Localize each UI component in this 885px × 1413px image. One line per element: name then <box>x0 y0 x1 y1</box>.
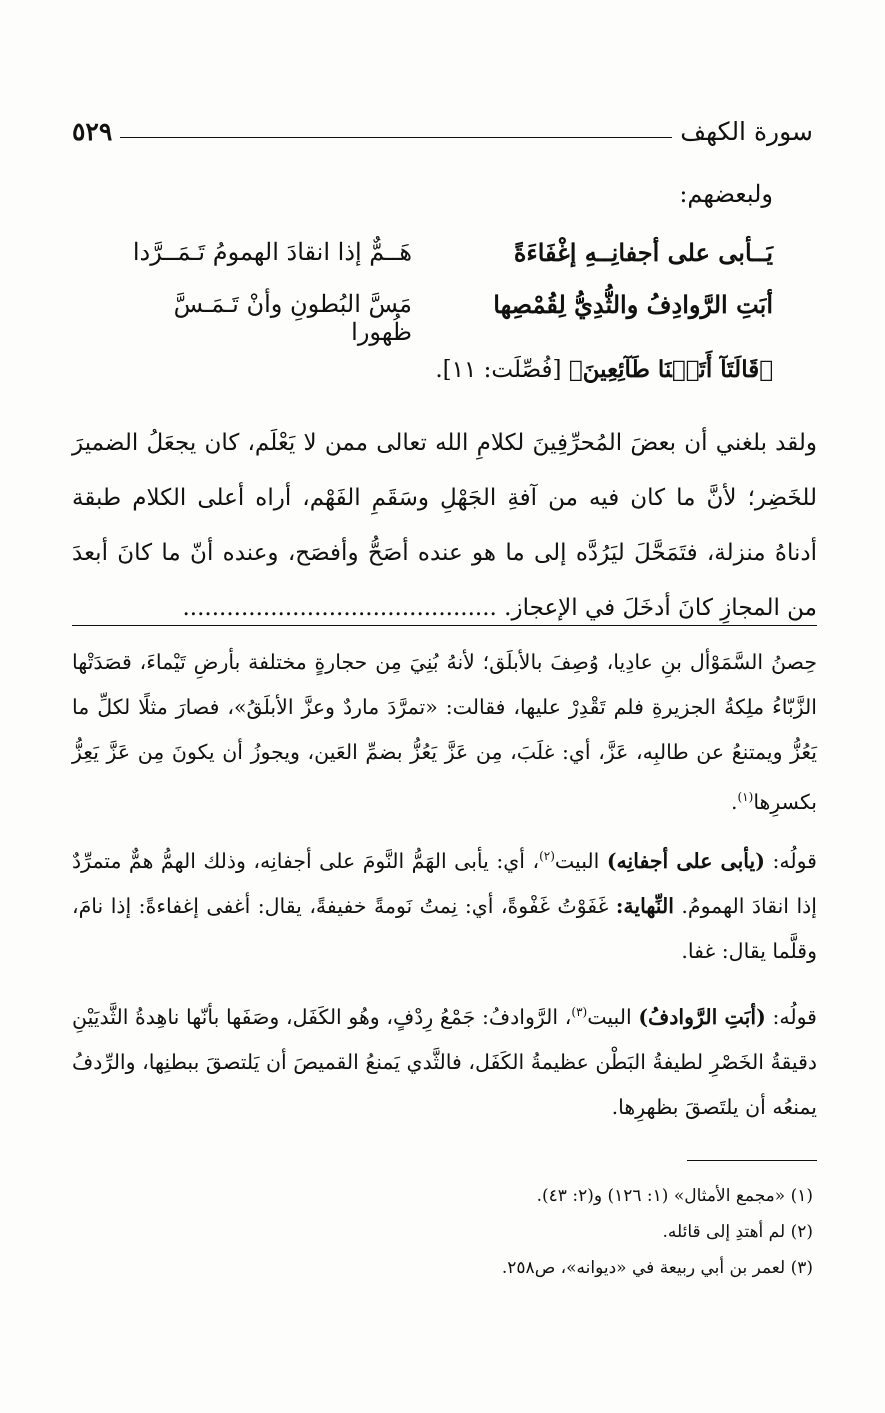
footnote: (٣) لعمر بن أبي ربيعة في «ديوانه»، ص٢٥٨. <box>501 1258 813 1278</box>
footnotes <box>502 1178 813 1286</box>
commentary-text: البيت <box>587 1004 632 1029</box>
verse-first-hemistich: يَــأبى على أجفانِــهِ إغْفَاءَةً <box>513 238 773 267</box>
page-number: ٥٢٩ <box>72 117 113 146</box>
surah-title: سورة الكهف <box>680 117 813 146</box>
commentary-text: غَفَوْتُ غَفْوةً، أي: نِمتُ نَومةً خفيفةً، يقال: أغفى إغفاءةً: إذا نامَ، وقلَّما يقال: غفا. <box>72 893 817 963</box>
main-dots: ........................................... <box>182 595 497 621</box>
commentary-paragraph: حِصنُ السَّمَوْأل بنِ عادِيا، وُصِفَ بالأبلَق؛ لأنهُ بُنِيَ مِن حجارةٍ مختلفة بأرضِ تَيْماءَ، قصَدَتْها الزَّبّاءُ ملِكةُ الجزيرةِ فلم تَقْدِرْ عليها، فقالت: «تمرَّدَ ماردٌ وعزَّ الأبلَقُ»، فصارَ مثلًا لكلِّ ما يَعُزُّ ويمتنعُ عن طالبِه، عَزَّ، أي: غلَبَ، مِن عَزَّ يَعُزُّ بضمِّ العَين، ويجوزُ أن يكونَ مِن عَزَّ يَعِزُّ بكسرِها$^{(١)}$. <box>72 650 817 814</box>
quran-ayah: ﴿قَالَتَآ أَتَيۡنَا طَآئِعِينَ﴾ <box>568 356 773 383</box>
footnote-marker: (٣) <box>571 1005 588 1019</box>
main-text <box>72 416 817 636</box>
commentary-source: النِّهاية: <box>615 893 674 918</box>
commentary-lead: قولُه: <box>772 1004 817 1029</box>
commentary-divider <box>72 625 817 626</box>
footnote: (١) «مجمع الأمثال» (١: ١٢٦) و(٢: ٤٣). <box>536 1186 813 1206</box>
page-header <box>72 112 813 146</box>
footnote-rule <box>687 1160 817 1161</box>
commentary-paragraph <box>72 990 817 1130</box>
commentary-text: ، أي: يأبى الهَمُّ النَّومَ على أجفانِه، وذلك الهمُّ همٌّ متمرِّدٌ إذا انقادَ الهمومُ. <box>72 848 817 918</box>
header-rule <box>120 137 672 138</box>
main-paragraph: ولقد بلغني أن بعضَ المُحرِّفِينَ لكلامِ الله تعالى ممن لا يَعْلَم، كان يجعَلُ الضميرَ للخَضِر؛ لأنَّ ما كان فيه من آفةِ الجَهْلِ وسَقَمِ الفَهْم، أراه أعلى الكلام طبقة أدناهُ منزلة، فتَمَحَّلَ ليَرُدَّه إلى ما هو عنده أصَحُّ وأفصَح، وعنده أنّ ما كانَ أبعدَ من المجازِ كانَ أدخَلَ في الإعجاز. <box>72 430 817 621</box>
verse-second-hemistich: مَسَّ البُطونِ وأنْ تَـمَـسَّ ظُهورا <box>173 290 412 346</box>
footnote-marker: (٢) <box>539 849 555 863</box>
poetry-verses <box>112 238 773 346</box>
commentary-text: حِصنُ السَّمَوْأل بنِ عادِيا، وُصِفَ بالأبلَق؛ لأنهُ بُنِيَ مِن حجارةٍ مختلفة بأرضِ تَيْماءَ، قصَدَتْها الزَّبّاءُ ملِكةُ الجزيرةِ فلم تَقْدِرْ عليها، فقالت: «تمرَّدَ ماردٌ وعزَّ الأبلَقُ»، فصارَ مثلًا لكلِّ ما يَعُزُّ ويمتنعُ عن طالبِه، عَزَّ، أي: غلَبَ، مِن عَزَّ يَعُزُّ بضمِّ العَين، ويجوزُ أن يكونَ مِن عَزَّ يَعِزُّ بكسرِها <box>72 650 817 814</box>
commentary-text: ، الرَّوادفُ: جَمْعُ رِدْفٍ، وهُو الكَفَل، وصَفَها بأنّها ناهِدةُ الثَّديَيْنِ دقيقةُ الخَصْرِ لطيفةُ البَطْن عظيمةُ الكَفَل، فالثَّدي يَمنعُ القميصَ أن يَلتصقَ ببطنِها، والرِّدفُ يمنعُه أن يلتَصقَ بظهرِها. <box>72 1004 817 1119</box>
verse-row <box>112 290 773 346</box>
footnote: (٢) لم أهتدِ إلى قائله. <box>662 1222 813 1242</box>
quran-citation <box>435 356 773 383</box>
commentary-quote: (يأبى على أجفانِه) <box>606 848 765 873</box>
verse-first-hemistich: أبَتِ الرَّوادِفُ والثُّدِيُّ لِقُمْصِها <box>493 290 773 319</box>
footnote-marker: (١) <box>737 790 754 804</box>
commentary-lead: قولُه: <box>772 848 817 873</box>
commentary-quote: (أبَتِ الرَّوادفُ) <box>638 1004 766 1029</box>
commentary-paragraph <box>72 834 817 974</box>
quran-reference: [فُصِّلَت: ١١]. <box>435 357 562 383</box>
verse-row <box>112 238 773 290</box>
intro-line: ولبعضهم: <box>679 180 773 208</box>
verse-second-hemistich: هَــمٌّ إذا انقادَ الهمومُ تَـمَــرَّدا <box>132 238 412 266</box>
commentary-text: البيت <box>554 848 600 873</box>
